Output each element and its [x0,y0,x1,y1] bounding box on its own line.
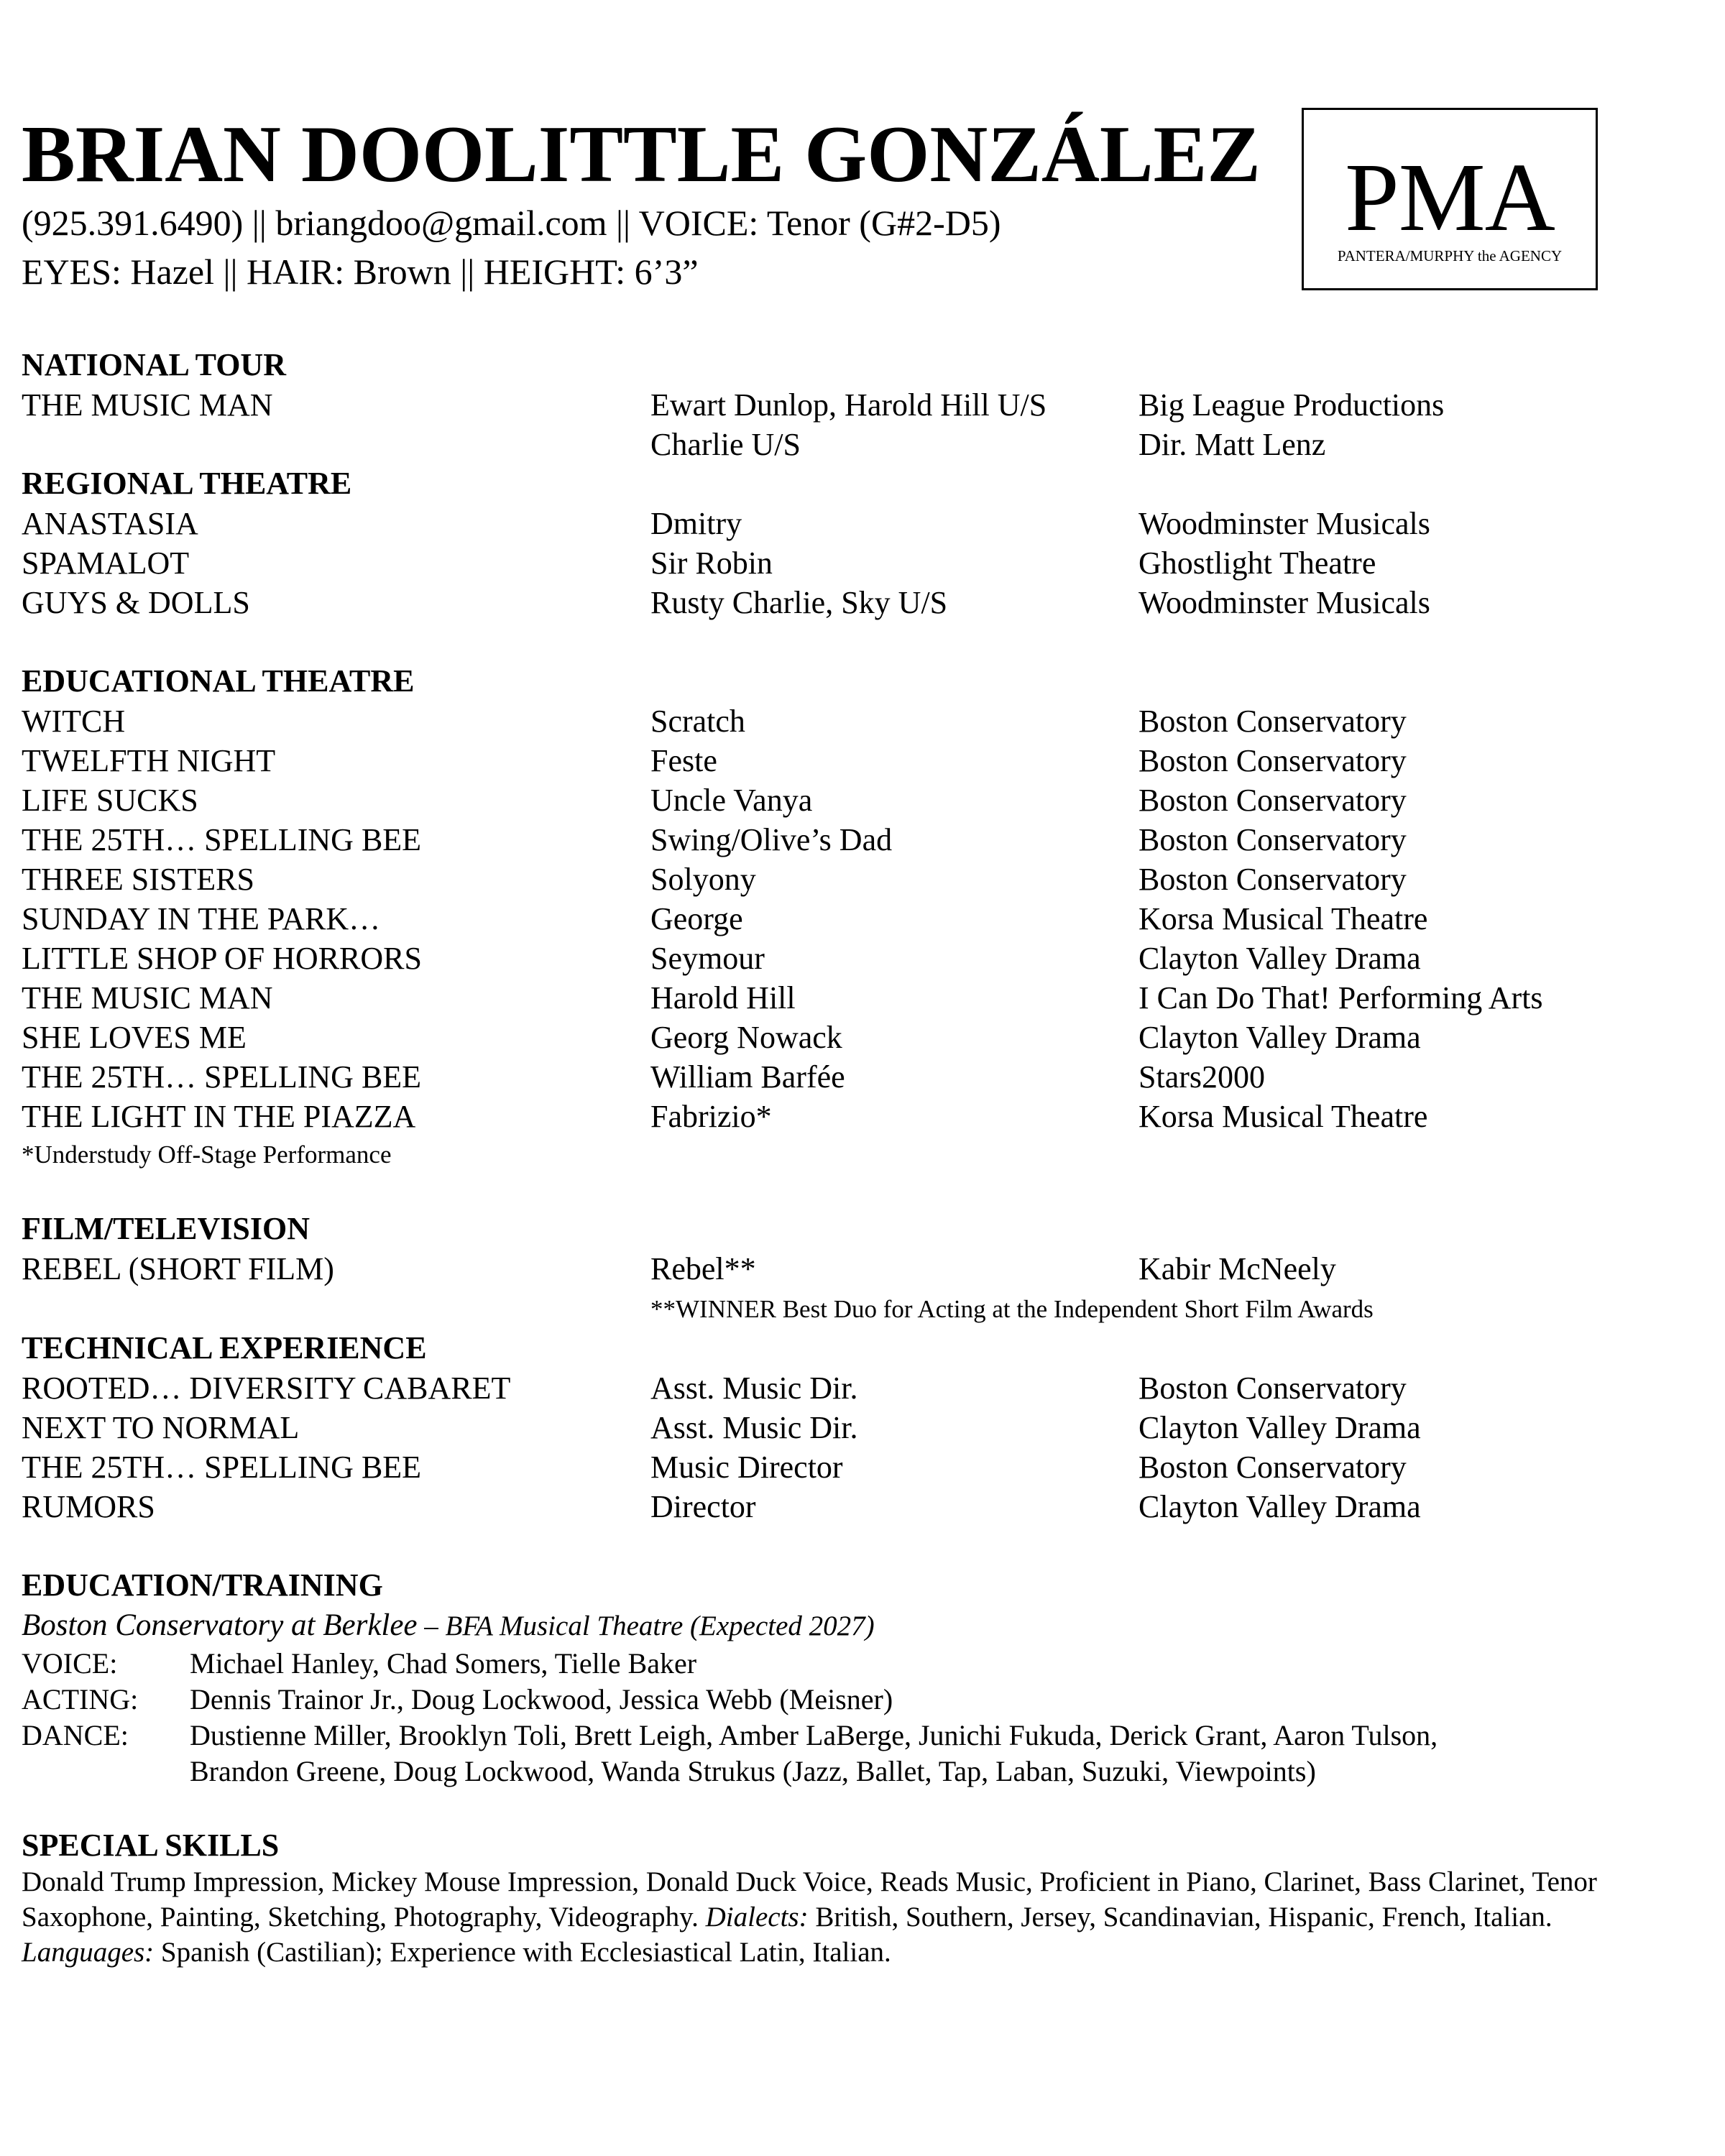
section-title-film-television: FILM/TELEVISION [22,1211,310,1246]
company: Boston Conservatory [1138,743,1407,778]
training-label: ACTING: [22,1683,139,1715]
company: Boston Conservatory [1138,704,1407,739]
school-line [22,1607,875,1645]
company: Korsa Musical Theatre [1138,901,1428,936]
company: Boston Conservatory [1138,1450,1407,1485]
company: Clayton Valley Drama [1138,1410,1421,1445]
show-title: THE LIGHT IN THE PIAZZA [22,1099,416,1134]
company: I Can Do That! Performing Arts [1138,980,1543,1015]
agency-logo [1302,108,1598,290]
school-name: Boston Conservatory at Berklee [22,1608,418,1642]
company: Big League Productions [1138,387,1445,423]
role: Uncle Vanya [650,783,813,818]
role: Harold Hill [650,980,796,1015]
agency-logo-subtitle: PANTERA/MURPHY the AGENCY [1337,247,1563,264]
languages-list: Spanish (Castilian); Experience with Ecclesiastical Latin, Italian. [154,1937,891,1968]
show-title: TWELFTH NIGHT [22,743,276,778]
performer-name: BRIAN DOOLITTLE GONZÁLEZ [22,110,1261,199]
company: Boston Conservatory [1138,862,1407,897]
show-title: RUMORS [22,1489,155,1524]
role: Fabrizio* [650,1099,772,1134]
section-title-national-tour: NATIONAL TOUR [22,347,286,382]
show-title: LIFE SUCKS [22,783,198,818]
training-label: VOICE: [22,1647,118,1680]
section-title-technical-experience: TECHNICAL EXPERIENCE [22,1330,427,1365]
show-title: ANASTASIA [22,506,198,541]
dialects-list: British, Southern, Jersey, Scandinavian, Hispanic, French, Italian. [808,1902,1552,1932]
training-teachers: Michael Hanley, Chad Somers, Tielle Baker [190,1647,697,1680]
role: Rusty Charlie, Sky U/S [650,585,948,620]
physical-stats-line: EYES: Hazel || HAIR: Brown || HEIGHT: 6’3” [22,252,699,292]
agency-logo-mark: PMA [1345,144,1555,252]
training-teachers: Dennis Trainor Jr., Doug Lockwood, Jessica Webb (Meisner) [190,1683,893,1715]
show-title: ROOTED… DIVERSITY CABARET [22,1370,511,1406]
degree-detail: – BFA Musical Theatre (Expected 2027) [417,1611,875,1641]
skills-list: Donald Trump Impression, Mickey Mouse Impression, Donald Duck Voice, Reads Music, Proficient in Piano, Clarinet, Bass Clarinet, Tenor Saxophone, Painting, Sketching, Photography, Videography. [22,1866,1597,1932]
role: George [650,901,743,936]
role: Ewart Dunlop, Harold Hill U/S [650,387,1047,423]
show-title: REBEL (SHORT FILM) [22,1251,334,1286]
role: Dmitry [650,506,742,541]
show-title: THE MUSIC MAN [22,387,273,423]
company: Boston Conservatory [1138,783,1407,818]
show-title: GUYS & DOLLS [22,585,250,620]
show-title: THE MUSIC MAN [22,980,273,1015]
role: Scratch [650,704,745,739]
company: Clayton Valley Drama [1138,1489,1421,1524]
company: Woodminster Musicals [1138,585,1430,620]
show-title: LITTLE SHOP OF HORRORS [22,941,422,976]
role: Rebel** [650,1251,756,1286]
dialects-label: Dialects: [705,1902,809,1932]
languages-label: Languages: [22,1937,155,1968]
show-title: THE 25TH… SPELLING BEE [22,1450,422,1485]
training-teachers: Brandon Greene, Doug Lockwood, Wanda Strukus (Jazz, Ballet, Tap, Laban, Suzuki, Viewpoints) [190,1755,1316,1787]
show-title: WITCH [22,704,126,739]
role: Georg Nowack [650,1020,842,1055]
role: Swing/Olive’s Dad [650,822,893,857]
understudy-footnote: *Understudy Off-Stage Performance [22,1141,392,1169]
section-title-education-training: EDUCATION/TRAINING [22,1567,383,1603]
company: Korsa Musical Theatre [1138,1099,1428,1134]
training-label: DANCE: [22,1719,129,1751]
show-title: THE 25TH… SPELLING BEE [22,1059,422,1095]
show-title: THE 25TH… SPELLING BEE [22,822,422,857]
section-title-educational-theatre: EDUCATIONAL THEATRE [22,663,415,699]
director: Dir. Matt Lenz [1138,427,1326,462]
contact-line: (925.391.6490) || briangdoo@gmail.com || VOICE: Tenor (G#2-D5) [22,203,1001,243]
position: Asst. Music Dir. [650,1370,858,1406]
company: Woodminster Musicals [1138,506,1430,541]
role: Charlie U/S [650,427,801,462]
role: Solyony [650,862,756,897]
role: William Barfée [650,1059,845,1095]
position: Asst. Music Dir. [650,1410,858,1445]
section-title-special-skills: SPECIAL SKILLS [22,1828,280,1863]
show-title: SUNDAY IN THE PARK… [22,901,381,936]
company: Clayton Valley Drama [1138,1020,1421,1055]
role: Sir Robin [650,545,773,581]
special-skills-text [22,1864,1668,1970]
award-footnote: **WINNER Best Duo for Acting at the Independent Short Film Awards [650,1295,1374,1323]
company: Boston Conservatory [1138,1370,1407,1406]
director: Kabir McNeely [1138,1251,1336,1286]
role: Feste [650,743,717,778]
show-title: SPAMALOT [22,545,190,581]
position: Music Director [650,1450,843,1485]
show-title: NEXT TO NORMAL [22,1410,300,1445]
training-teachers: Dustienne Miller, Brooklyn Toli, Brett Leigh, Amber LaBerge, Junichi Fukuda, Derick Grant, Aaron Tulson, [190,1719,1438,1751]
show-title: THREE SISTERS [22,862,254,897]
company: Boston Conservatory [1138,822,1407,857]
company: Stars2000 [1138,1059,1265,1095]
section-title-regional-theatre: REGIONAL THEATRE [22,466,352,501]
company: Ghostlight Theatre [1138,545,1376,581]
position: Director [650,1489,756,1524]
role: Seymour [650,941,765,976]
company: Clayton Valley Drama [1138,941,1421,976]
show-title: SHE LOVES ME [22,1020,247,1055]
